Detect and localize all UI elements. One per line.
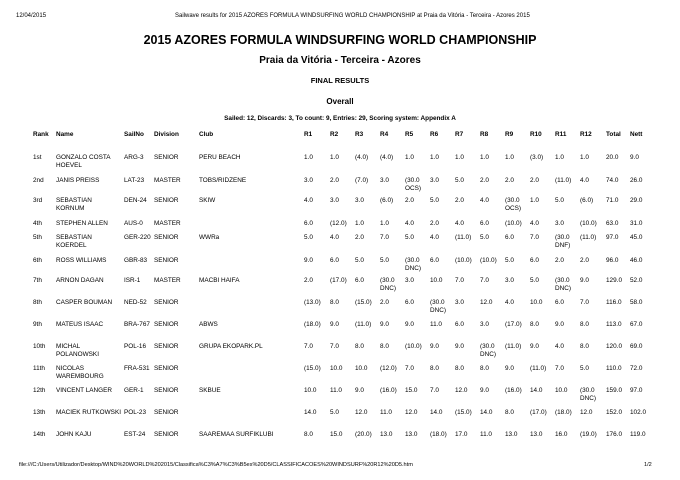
table-cell: SENIOR: [154, 321, 179, 328]
table-cell: EST-24: [124, 431, 146, 438]
table-cell: 16.0: [555, 431, 568, 438]
table-cell: 1.0: [405, 154, 414, 161]
table-cell: 45.0: [630, 234, 643, 241]
table-cell: (4.0): [355, 154, 369, 161]
table-cell: 3.0: [555, 220, 564, 227]
table-cell: 102.0: [630, 409, 646, 416]
table-cell: 3.0: [330, 197, 339, 204]
table-cell: 8th: [33, 299, 42, 306]
table-cell: 12.0: [480, 299, 493, 306]
table-cell: GRUPA EKOPARK.PL: [199, 343, 263, 350]
table-cell: (15.0): [355, 299, 372, 306]
table-cell: (10.0): [580, 220, 597, 227]
table-cell: 12.0: [405, 409, 418, 416]
table-cell: 9.0: [304, 257, 313, 264]
column-header: SailNo: [124, 131, 144, 138]
table-cell: (12.0): [380, 365, 397, 372]
table-cell: JOHN KAJU: [56, 431, 92, 438]
table-cell: 11th: [33, 365, 45, 372]
table-cell: JANIS PREISS: [56, 177, 100, 184]
table-cell: 159.0: [606, 387, 622, 394]
table-cell: 4.0: [555, 343, 564, 350]
table-cell: 97.0: [606, 234, 619, 241]
table-cell: 10.0: [304, 387, 317, 394]
table-cell: MATEUS ISAAC: [56, 321, 104, 328]
table-cell: 5.0: [380, 257, 389, 264]
table-cell: 6.0: [304, 220, 313, 227]
table-cell: (17.0): [330, 277, 347, 284]
table-cell: 4.0: [330, 234, 339, 241]
table-cell: 1.0: [330, 154, 339, 161]
table-cell: (20.0): [355, 431, 372, 438]
table-cell: (30.0 OCS): [505, 197, 521, 212]
table-cell: 1st: [33, 154, 42, 161]
table-cell: 7th: [33, 277, 42, 284]
table-cell: 7.0: [330, 343, 339, 350]
table-cell: 7.0: [480, 277, 489, 284]
table-cell: 96.0: [606, 257, 619, 264]
table-cell: 14.0: [530, 387, 543, 394]
table-cell: BRA-767: [124, 321, 150, 328]
table-cell: POL-16: [124, 343, 147, 350]
table-cell: (30.0 DNC): [380, 277, 396, 292]
table-cell: 2.0: [455, 197, 464, 204]
table-cell: 5.0: [430, 197, 439, 204]
table-cell: (12.0): [330, 220, 347, 227]
table-cell: 14.0: [430, 409, 443, 416]
table-cell: 12th: [33, 387, 46, 394]
footer-page-number: 1/2: [644, 462, 652, 468]
table-cell: SENIOR: [154, 234, 179, 241]
table-cell: SENIOR: [154, 365, 179, 372]
table-cell: 9.0: [380, 321, 389, 328]
table-cell: MACIEK RUTKOWSKI: [56, 409, 121, 416]
table-cell: (30.0 DNC): [405, 257, 421, 272]
table-cell: 13.0: [380, 431, 393, 438]
table-cell: 6.0: [355, 277, 364, 284]
table-cell: 8.0: [530, 321, 539, 328]
table-cell: 1.0: [430, 154, 439, 161]
table-cell: 4.0: [430, 234, 439, 241]
table-cell: 13th: [33, 409, 46, 416]
table-cell: 8.0: [455, 365, 464, 372]
table-cell: (16.0): [380, 387, 397, 394]
table-cell: 3.0: [355, 197, 364, 204]
table-cell: GER-1: [124, 387, 144, 394]
table-cell: 8.0: [304, 431, 313, 438]
table-cell: MASTER: [154, 277, 181, 284]
table-cell: (16.0): [505, 387, 522, 394]
table-cell: 8.0: [505, 409, 514, 416]
table-cell: (7.0): [355, 177, 369, 184]
table-cell: 63.0: [606, 220, 619, 227]
event-title: 2015 AZORES FORMULA WINDSURFING WORLD CHAMPIONSHIP: [143, 33, 537, 47]
column-header: Rank: [33, 131, 49, 138]
table-row: [0, 431, 680, 457]
table-cell: 13.0: [505, 431, 518, 438]
table-cell: (19.0): [580, 431, 597, 438]
table-cell: 4.0: [505, 299, 514, 306]
table-cell: 4.0: [480, 197, 489, 204]
table-cell: 3rd: [33, 197, 43, 204]
table-cell: 7.0: [455, 277, 464, 284]
column-header: R7: [455, 131, 464, 138]
table-cell: 3.0: [480, 321, 489, 328]
table-cell: (15.0): [455, 409, 472, 416]
table-cell: 6.0: [480, 220, 489, 227]
table-cell: 9.0: [580, 277, 589, 284]
table-cell: 9.0: [405, 321, 414, 328]
table-cell: 10.0: [555, 387, 568, 394]
table-cell: 176.0: [606, 431, 622, 438]
table-cell: 14th: [33, 431, 46, 438]
table-cell: 2.0: [304, 277, 313, 284]
column-header: Nett: [630, 131, 643, 138]
table-cell: (10.0): [480, 257, 497, 264]
table-cell: 9.0: [430, 343, 439, 350]
table-cell: 26.0: [630, 177, 643, 184]
table-cell: (18.0): [555, 409, 572, 416]
table-cell: 17.0: [455, 431, 468, 438]
table-cell: 3.0: [455, 299, 464, 306]
table-cell: 1.0: [530, 197, 539, 204]
column-header: Name: [56, 131, 74, 138]
table-cell: 9.0: [455, 343, 464, 350]
table-cell: 5.0: [530, 277, 539, 284]
table-cell: 3.0: [505, 277, 514, 284]
table-cell: CASPER BOUMAN: [56, 299, 113, 306]
table-cell: (10.0): [455, 257, 472, 264]
table-cell: STEPHEN ALLEN: [56, 220, 108, 227]
table-cell: 15.0: [405, 387, 418, 394]
table-cell: 72.0: [630, 365, 643, 372]
table-cell: 67.0: [630, 321, 643, 328]
table-cell: ARG-3: [124, 154, 144, 161]
table-cell: 5.0: [304, 234, 313, 241]
table-cell: (17.0): [530, 409, 547, 416]
table-cell: 2.0: [355, 234, 364, 241]
table-cell: (3.0): [530, 154, 544, 161]
table-cell: 2.0: [580, 257, 589, 264]
table-cell: 9.0: [355, 387, 364, 394]
table-cell: 6th: [33, 257, 42, 264]
table-cell: SEBASTIAN KOERDEL: [56, 234, 92, 249]
table-cell: 10.0: [330, 365, 343, 372]
column-header: R3: [355, 131, 364, 138]
table-cell: 8.0: [580, 321, 589, 328]
table-cell: 5.0: [555, 197, 564, 204]
table-cell: 3.0: [304, 177, 313, 184]
table-cell: 15.0: [330, 431, 343, 438]
table-cell: 5th: [33, 234, 42, 241]
table-cell: 11.0: [330, 387, 342, 394]
table-cell: (13.0): [304, 299, 321, 306]
table-cell: 6.0: [505, 234, 514, 241]
table-cell: 9.0: [530, 343, 539, 350]
table-cell: 1.0: [580, 154, 589, 161]
table-cell: 4th: [33, 220, 42, 227]
table-cell: 129.0: [606, 277, 622, 284]
table-cell: 7.0: [430, 387, 439, 394]
table-cell: SKBUE: [199, 387, 221, 394]
table-cell: 6.0: [455, 321, 464, 328]
table-cell: 97.0: [630, 387, 643, 394]
table-cell: SENIOR: [154, 409, 179, 416]
table-cell: 6.0: [330, 257, 339, 264]
table-cell: 12.0: [455, 387, 468, 394]
results-label: FINAL RESULTS: [310, 76, 370, 85]
table-cell: 5.0: [580, 365, 589, 372]
table-cell: 8.0: [580, 343, 589, 350]
table-cell: MASTER: [154, 220, 181, 227]
table-cell: SEBASTIAN KORNUM: [56, 197, 92, 212]
table-cell: (11.0): [505, 343, 522, 350]
table-cell: MICHAL POLANOWSKI: [56, 343, 99, 358]
table-cell: SENIOR: [154, 387, 179, 394]
table-cell: (30.0 DNF): [555, 234, 571, 249]
table-cell: 4.0: [530, 220, 539, 227]
table-cell: POL-23: [124, 409, 147, 416]
table-cell: 31.0: [630, 220, 643, 227]
table-cell: 6.0: [555, 299, 564, 306]
table-cell: 152.0: [606, 409, 622, 416]
column-header: Division: [154, 131, 179, 138]
table-cell: (30.0 OCS): [405, 177, 421, 192]
table-cell: ISR-1: [124, 277, 141, 284]
table-cell: 1.0: [555, 154, 564, 161]
table-cell: 2.0: [505, 177, 514, 184]
table-cell: (30.0 DNC): [555, 277, 571, 292]
table-cell: 14.0: [304, 409, 317, 416]
table-cell: 8.0: [355, 343, 364, 350]
table-cell: 13.0: [530, 431, 543, 438]
table-cell: 20.0: [606, 154, 619, 161]
event-venue: Praia da Vitória - Terceira - Azores: [259, 55, 421, 66]
column-header: Club: [199, 131, 214, 138]
table-cell: 9.0: [480, 387, 489, 394]
table-cell: (18.0): [430, 431, 447, 438]
table-cell: 110.0: [606, 365, 622, 372]
table-cell: 12.0: [355, 409, 368, 416]
table-cell: ARNON DAGAN: [56, 277, 104, 284]
table-cell: 7.0: [380, 234, 389, 241]
table-cell: NED-52: [124, 299, 147, 306]
table-cell: (17.0): [505, 321, 522, 328]
table-cell: 7.0: [555, 365, 564, 372]
footer-path: file:///C:/Users/Utilizador/Desktop/WIND%20WORLD%202015/Classifica%C3%A7%C3%B5es%20D5/CLASSIFICACOES%20WINDSURF%20R12%20D5.htm: [19, 462, 413, 468]
table-cell: 52.0: [630, 277, 643, 284]
table-cell: 2.0: [480, 177, 489, 184]
table-cell: 4.0: [580, 177, 589, 184]
table-cell: (11.0): [580, 234, 597, 241]
table-cell: (11.0): [555, 177, 572, 184]
column-header: R10: [530, 131, 542, 138]
table-cell: 7.0: [405, 365, 414, 372]
table-cell: 9.0: [505, 365, 514, 372]
table-cell: (30.0 DNC): [430, 299, 446, 314]
table-cell: 4.0: [304, 197, 313, 204]
column-header: R8: [480, 131, 489, 138]
results-header-row: [0, 131, 680, 141]
table-cell: SENIOR: [154, 431, 179, 438]
table-cell: 8.0: [380, 343, 389, 350]
table-cell: PERU BEACH: [199, 154, 241, 161]
table-cell: (4.0): [380, 154, 394, 161]
table-cell: 5.0: [480, 234, 489, 241]
table-cell: ROSS WILLIAMS: [56, 257, 107, 264]
table-cell: 2nd: [33, 177, 44, 184]
table-cell: NICOLAS WAREMBOURG: [56, 365, 104, 380]
table-cell: 2.0: [430, 220, 439, 227]
table-cell: (18.0): [304, 321, 321, 328]
table-cell: 4.0: [405, 220, 414, 227]
table-cell: 8.0: [330, 299, 339, 306]
table-cell: 9.0: [630, 154, 639, 161]
table-cell: 2.0: [380, 299, 389, 306]
column-header: R4: [380, 131, 389, 138]
table-cell: (11.0): [355, 321, 372, 328]
table-cell: GONZALO COSTA HOEVEL: [56, 154, 111, 169]
table-cell: 6.0: [405, 299, 414, 306]
table-cell: 11.0: [480, 431, 492, 438]
browser-date: 12/04/2015: [16, 13, 47, 19]
table-cell: 9th: [33, 321, 42, 328]
table-cell: AUS-0: [124, 220, 143, 227]
table-cell: 3.0: [430, 177, 439, 184]
column-header: R2: [330, 131, 339, 138]
table-cell: 5.0: [355, 257, 364, 264]
table-cell: 10th: [33, 343, 46, 350]
table-cell: (10.0): [405, 343, 422, 350]
table-cell: (30.0 DNC): [580, 387, 596, 402]
table-cell: (15.0): [304, 365, 321, 372]
table-cell: 1.0: [304, 154, 313, 161]
table-cell: 1.0: [380, 220, 389, 227]
table-cell: 1.0: [455, 154, 464, 161]
table-cell: 10.0: [530, 299, 543, 306]
table-cell: SENIOR: [154, 299, 179, 306]
table-cell: 6.0: [430, 257, 439, 264]
table-cell: DEN-24: [124, 197, 147, 204]
results-summary: Sailed: 12, Discards: 3, To count: 9, Entries: 29, Scoring system: Appendix A: [224, 115, 456, 122]
table-cell: (6.0): [380, 197, 394, 204]
table-cell: 5.0: [455, 177, 464, 184]
table-cell: 120.0: [606, 343, 622, 350]
table-cell: 1.0: [505, 154, 514, 161]
table-cell: 71.0: [606, 197, 619, 204]
table-cell: SENIOR: [154, 154, 179, 161]
table-cell: (10.0): [505, 220, 522, 227]
table-cell: FRA-531: [124, 365, 150, 372]
table-cell: GER-220: [124, 234, 151, 241]
table-cell: (6.0): [580, 197, 594, 204]
column-header: R9: [505, 131, 514, 138]
table-cell: SENIOR: [154, 197, 179, 204]
table-cell: SENIOR: [154, 343, 179, 350]
table-cell: 2.0: [530, 177, 539, 184]
column-header: R1: [304, 131, 313, 138]
table-cell: 14.0: [480, 409, 493, 416]
table-cell: WWRa: [199, 234, 220, 241]
table-cell: TOBS/RIDZENE: [199, 177, 247, 184]
table-cell: 119.0: [630, 431, 646, 438]
column-header: R5: [405, 131, 414, 138]
table-cell: 8.0: [430, 365, 439, 372]
table-cell: 3.0: [380, 177, 389, 184]
table-cell: 2.0: [405, 197, 414, 204]
results-group: Overall: [326, 97, 354, 106]
table-cell: 6.0: [530, 257, 539, 264]
browser-page-title: Sailwave results for 2015 AZORES FORMULA WINDSURFING WORLD CHAMPIONSHIP at Praia da Vitória - Terceira - Azores 2015: [175, 13, 530, 19]
table-cell: 5.0: [330, 409, 339, 416]
table-cell: 9.0: [330, 321, 339, 328]
table-cell: 7.0: [530, 234, 539, 241]
table-cell: 10.0: [355, 365, 368, 372]
table-cell: SAAREMAA SURFIKLUBI: [199, 431, 274, 438]
table-cell: 1.0: [480, 154, 489, 161]
table-cell: ABWS: [199, 321, 218, 328]
table-cell: 7.0: [580, 299, 589, 306]
table-cell: SKIW: [199, 197, 216, 204]
table-cell: LAT-23: [124, 177, 145, 184]
table-cell: 74.0: [606, 177, 619, 184]
table-cell: 29.0: [630, 197, 643, 204]
table-cell: SENIOR: [154, 257, 179, 264]
table-cell: (11.0): [530, 365, 547, 372]
table-cell: 7.0: [304, 343, 313, 350]
table-cell: 2.0: [330, 177, 339, 184]
column-header: Total: [606, 131, 621, 138]
table-cell: 9.0: [555, 321, 564, 328]
table-cell: 12.0: [580, 409, 593, 416]
table-cell: VINCENT LANGER: [56, 387, 112, 394]
table-cell: MASTER: [154, 177, 181, 184]
table-cell: 1.0: [355, 220, 364, 227]
table-cell: 11.0: [430, 321, 442, 328]
table-cell: 2.0: [555, 257, 564, 264]
column-header: R12: [580, 131, 592, 138]
table-cell: 116.0: [606, 299, 622, 306]
table-cell: 5.0: [405, 234, 414, 241]
column-header: R11: [555, 131, 567, 138]
table-cell: 58.0: [630, 299, 643, 306]
table-cell: 46.0: [630, 257, 643, 264]
table-cell: 4.0: [455, 220, 464, 227]
table-cell: 8.0: [480, 365, 489, 372]
table-cell: (11.0): [455, 234, 472, 241]
table-cell: 113.0: [606, 321, 622, 328]
table-cell: 5.0: [505, 257, 514, 264]
table-cell: MACBI HAIFA: [199, 277, 240, 284]
table-cell: GBR-83: [124, 257, 148, 264]
table-cell: (30.0 DNC): [480, 343, 496, 358]
table-cell: 3.0: [405, 277, 414, 284]
column-header: R6: [430, 131, 439, 138]
table-cell: 69.0: [630, 343, 643, 350]
table-cell: 13.0: [405, 431, 418, 438]
table-cell: 11.0: [380, 409, 392, 416]
table-cell: 10.0: [430, 277, 443, 284]
